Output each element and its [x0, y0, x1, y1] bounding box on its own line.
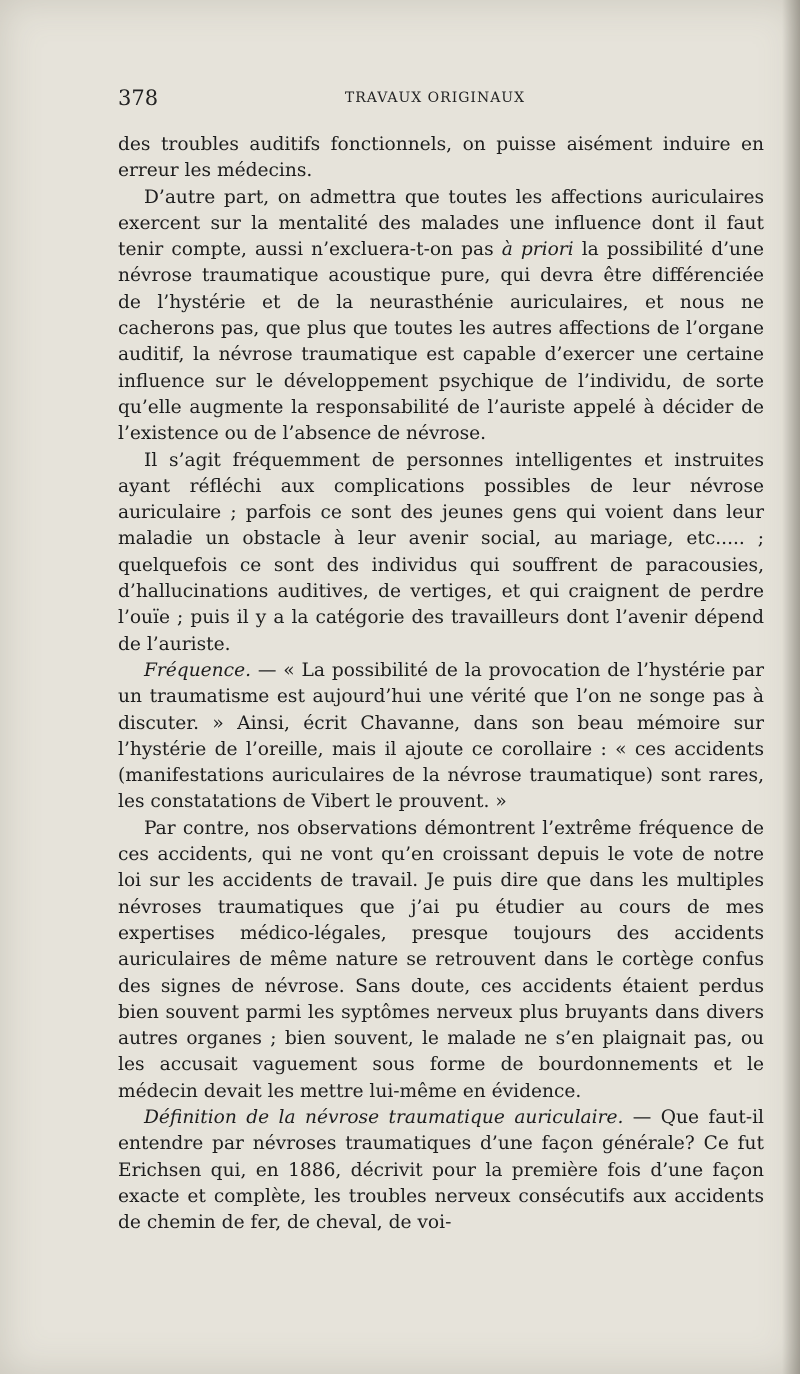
body-text — [118, 132, 764, 1236]
paragraph-2-after: la possibilité d’une névrose traumatique acoustique pure, qui devra être différenciée de l’hystérie et de la neurasthénie auriculaires, et nous ne cacherons pas, que plus que toutes les autres affections de l’organe auditif, la névrose traumatique est capable d’exercer une certaine influence sur le développement psychique de l’individu, de sorte qu’elle augmente la responsabilité de l’auriste appelé à décider de l’existence ou de l’absence de névrose. — [118, 239, 765, 445]
paragraph-1-text: des troubles auditifs fonctionnels, on puisse aisément induire en erreur les médecins. — [118, 134, 764, 182]
paragraph-4-after: — « La possibilité de la provocation de l’hystérie par un traumatisme est aujourd’hui une vérité que l’on ne songe pas à discuter. » Ainsi, écrit Chavanne, dans son beau mémoire sur l’hystérie de l’oreille, mais il ajoute ce corollaire : « ces accidents (manifestations auriculaires de la névrose traumatique) sont rares, les constatations de Vibert le prouvent. » — [118, 659, 764, 813]
paragraph-4 — [118, 658, 764, 816]
paragraph-1 — [118, 132, 764, 185]
page-number: 378 — [118, 86, 159, 110]
section-heading-definition: Définition de la névrose traumatique auriculaire. — [144, 1106, 624, 1128]
paragraph-3-text: Il s’agit fréquemment de personnes intelligentes et instruites ayant réfléchi aux complications possibles de leur névrose auriculaire ; parfois ce sont des jeunes gens qui voient dans leur maladie un obstacle à leur avenir social, au mariage, etc..... ; quelquefois ce sont des individus qui souffrent de paracousies, d’hallucinations auditives, de vertiges, et qui craignent de perdre l’ouïe ; puis il y a la catégorie des travailleurs dont l’avenir dépend de l’auriste. — [118, 449, 764, 655]
paragraph-2-italic: à priori — [501, 239, 574, 261]
page-shadow-edge — [782, 0, 800, 1374]
paragraph-2 — [118, 185, 764, 448]
paragraph-2-before: D’autre part, on admettra que toutes les affections auriculaires exercent sur la mentalité des malades une influence dont il faut tenir compte, aussi n’excluera-t-on pas — [118, 186, 764, 261]
section-heading-frequence: Fréquence. — [144, 659, 251, 681]
paragraph-5-text: Par contre, nos observations démontrent l’extrême fréquence de ces accidents, qui ne vont qu’en croissant depuis le vote de notre loi sur les accidents de travail. Je puis dire que dans les multiples névroses traumatiques que j’ai pu étudier au cours de mes expertises médico-légales, presque toujours des accidents auriculaires de même nature se retrouvent dans le cortège confus des signes de névrose. Sans doute, ces accidents étaient perdus bien souvent parmi les syptômes nerveux plus bruyants dans divers autres organes ; bien souvent, le malade ne s’en plaignait pas, ou les accusait vaguement sous forme de bourdonnements et le médecin devait les mettre lui-même en évidence. — [118, 817, 764, 1102]
paragraph-3 — [118, 448, 764, 658]
paragraph-6 — [118, 1105, 764, 1236]
running-title: TRAVAUX ORIGINAUX — [344, 90, 526, 106]
paragraph-5 — [118, 816, 764, 1105]
paragraph-6-after: — Que faut-il entendre par névroses traumatiques d’une façon générale? Ce fut Erichsen qui, en 1886, décrivit pour la première fois d’une façon exacte et complète, les troubles nerveux consécutifs aux accidents de chemin de fer, de cheval, de voi- — [118, 1106, 764, 1234]
page-header — [0, 86, 800, 116]
